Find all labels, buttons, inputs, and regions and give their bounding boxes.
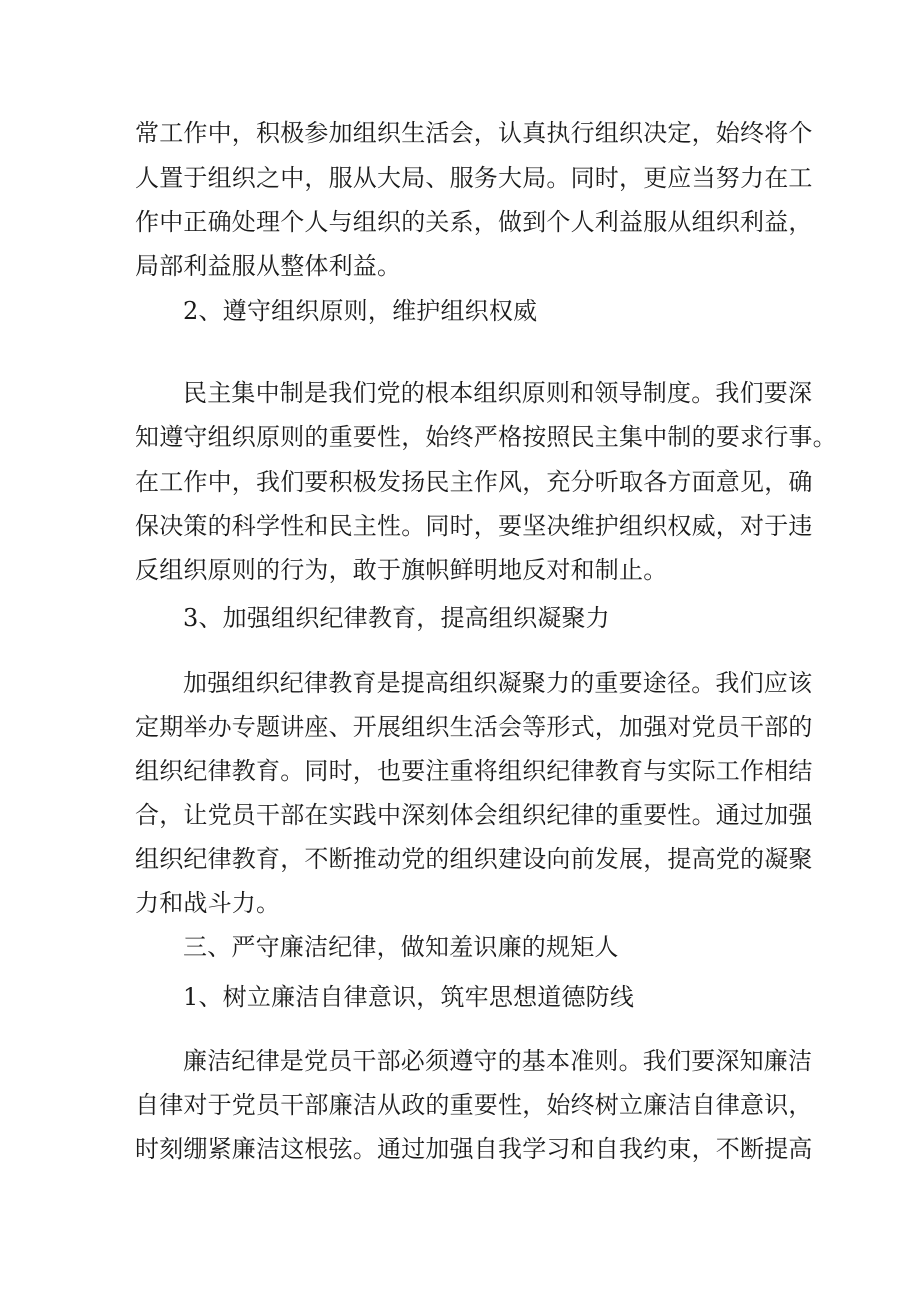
paragraph-line: 局部利益服从整体利益。 [135, 252, 402, 280]
paragraph-line: 力和战斗力。 [135, 889, 281, 917]
subsection-heading: 1、树立廉洁自律意识，筑牢思想道德防线 [183, 983, 635, 1011]
paragraph-line: 合，让党员干部在实践中深刻体会组织纪律的重要性。通过加强 [135, 801, 813, 829]
paragraph-line: 作中正确处理个人与组织的关系，做到个人利益服从组织利益， [135, 208, 813, 236]
paragraph-line: 知遵守组织原则的重要性，始终严格按照民主集中制的要求行事。 [135, 423, 837, 451]
paragraph-line: 廉洁纪律是党员干部必须遵守的基本准则。我们要深知廉洁 [183, 1047, 813, 1075]
paragraph-line: 在工作中，我们要积极发扬民主作风，充分听取各方面意见，确 [135, 468, 813, 496]
paragraph-line: 定期举办专题讲座、开展组织生活会等形式，加强对党员干部的 [135, 713, 813, 741]
paragraph-line: 自律对于党员干部廉洁从政的重要性，始终树立廉洁自律意识， [135, 1091, 813, 1119]
paragraph-line: 组织纪律教育。同时，也要注重将组织纪律教育与实际工作相结 [135, 757, 813, 785]
section-heading: 三、严守廉洁纪律，做知羞识廉的规矩人 [183, 933, 619, 961]
paragraph-line: 组织纪律教育，不断推动党的组织建设向前发展，提高党的凝聚 [135, 845, 813, 873]
paragraph-line: 人置于组织之中，服从大局、服务大局。同时，更应当努力在工 [135, 164, 813, 192]
paragraph-line: 常工作中，积极参加组织生活会，认真执行组织决定，始终将个 [135, 119, 813, 147]
paragraph-line: 反组织原则的行为，敢于旗帜鲜明地反对和制止。 [135, 556, 668, 584]
paragraph-line: 保决策的科学性和民主性。同时，要坚决维护组织权威，对于违 [135, 512, 813, 540]
paragraph-line: 加强组织纪律教育是提高组织凝聚力的重要途径。我们应该 [183, 669, 813, 697]
paragraph-line: 民主集中制是我们党的根本组织原则和领导制度。我们要深 [183, 379, 813, 407]
subsection-heading: 3、加强组织纪律教育，提高组织凝聚力 [183, 604, 610, 632]
paragraph-line: 时刻绷紧廉洁这根弦。通过加强自我学习和自我约束，不断提高 [135, 1135, 813, 1163]
subsection-heading: 2、遵守组织原则，维护组织权威 [183, 297, 538, 325]
